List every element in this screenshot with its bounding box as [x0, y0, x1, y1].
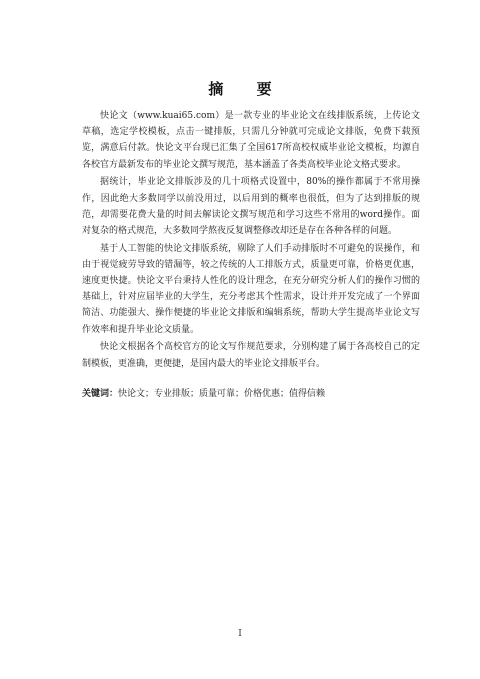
abstract-paragraph-1: 快论文（www.kuai65.com）是一款专业的毕业论文在线排版系统，上传论文草稿，选定学校模板，点击一键排版，只需几分钟就可完成论文排版，免费下载预览，满意后付款。快论文平台现已汇集了全国617所高校权威毕业论文模板，均源自各校官方最新发布的毕业论文撰写规范，基本涵盖了各类高校毕业论文格式要求。	[82, 111, 420, 170]
abstract-title: 摘 要	[208, 80, 286, 98]
abstract-paragraph-3: 基于人工智能的快论文排版系统，剔除了人们手动排版时不可避免的误操作，和由于视觉疲劳导致的错漏等，较之传统的人工排版方式，质量更可靠，价格更优惠，速度更快捷。快论文平台秉持人性化的设计理念，在充分研究分析人们的操作习惯的基础上，针对应届毕业的大学生，充分考虑其个性需求，设计并开发完成了一个界面简洁、功能强大、操作便捷的毕业论文排版和编辑系统，帮助大学生提高毕业论文写作效率和提升毕业论文质量。	[82, 243, 420, 335]
keywords-line	[82, 386, 420, 402]
abstract-paragraph-2: 据统计，毕业论文排版涉及的几十项格式设置中，80%的操作都属于不常用操作，因此绝大多数同学以前没用过，以后用到的概率也很低，但为了达到排版的规范，却需要花费大量的时间去解读论文撰写规范和学习这些不常用的word操作。面对复杂的格式规范，大多数同学熬夜反复调整修改却还是存在各种各样的问题。	[82, 177, 420, 236]
keywords-text: 快论文；专业排版；质量可靠；价格优惠；值得信赖	[118, 388, 326, 399]
keywords-label: 关键词：	[82, 388, 119, 399]
page-number: I	[238, 629, 242, 639]
abstract-paragraph-4: 快论文根据各个高校官方的论文写作规范要求，分别构建了属于各高校自己的定制模板，更准确，更便捷，是国内最大的毕业论文排版平台。	[82, 342, 420, 369]
abstract-body	[82, 108, 420, 403]
